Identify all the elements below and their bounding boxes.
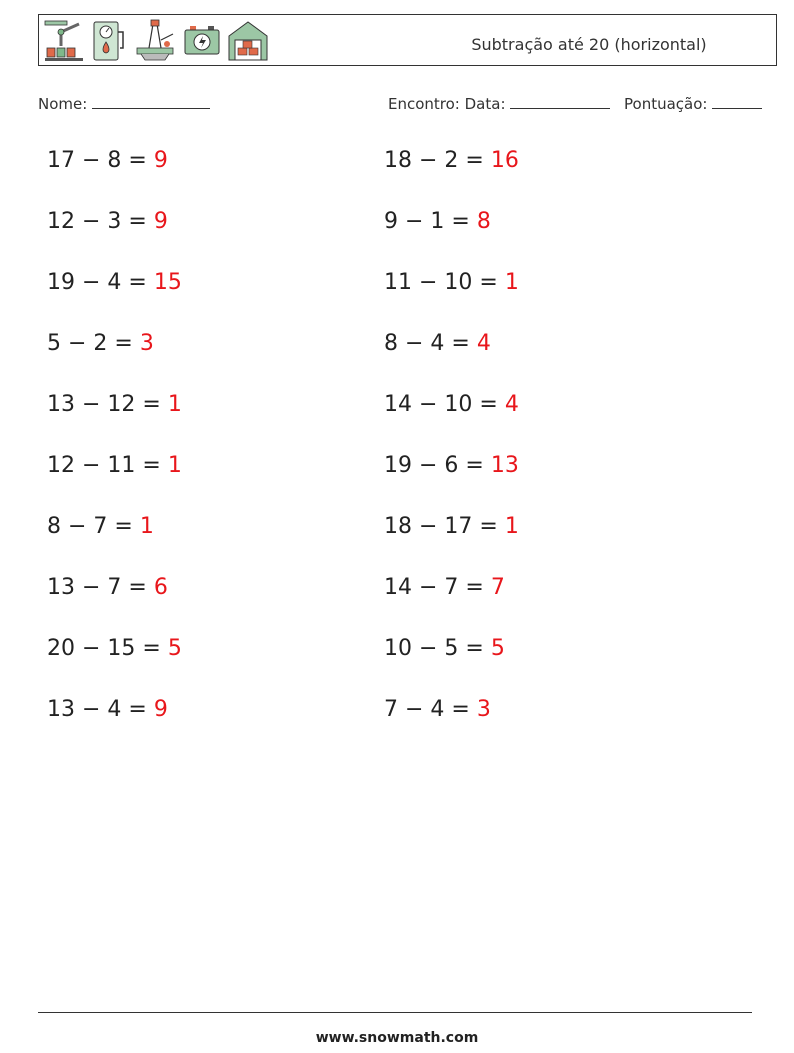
problem-expression: 9 − 1 =: [384, 209, 470, 234]
warehouse-icon: [227, 18, 269, 62]
problem-expression: 17 − 8 =: [47, 148, 147, 173]
problem-answer: 13: [490, 453, 519, 478]
problem-answer: 8: [476, 209, 491, 234]
problem-right-6: [384, 453, 519, 478]
problem-expression: 14 − 10 =: [384, 392, 498, 417]
date-blank[interactable]: [510, 94, 610, 109]
problem-left-2: [47, 209, 168, 234]
problem-left-8: [47, 575, 168, 600]
problem-answer: 5: [490, 636, 505, 661]
worksheet-title: Subtração até 20 (horizontal): [471, 35, 707, 54]
robot-arm-icon: [43, 18, 85, 62]
problem-right-10: [384, 697, 491, 722]
problem-right-7: [384, 514, 519, 539]
problem-answer: 15: [153, 270, 182, 295]
problem-expression: 8 − 7 =: [47, 514, 133, 539]
problem-answer: 9: [153, 148, 168, 173]
problem-answer: 1: [167, 453, 182, 478]
date-field[interactable]: [388, 94, 610, 113]
header-box: [38, 14, 777, 66]
problem-left-3: [47, 270, 182, 295]
problem-answer: 4: [476, 331, 491, 356]
problem-left-5: [47, 392, 182, 417]
problem-answer: 4: [504, 392, 519, 417]
name-blank[interactable]: [92, 94, 210, 109]
name-field[interactable]: [38, 94, 210, 113]
problem-expression: 18 − 2 =: [384, 148, 484, 173]
problem-expression: 7 − 4 =: [384, 697, 470, 722]
problem-right-4: [384, 331, 491, 356]
problem-left-10: [47, 697, 168, 722]
problem-expression: 13 − 12 =: [47, 392, 161, 417]
problem-right-3: [384, 270, 519, 295]
problem-expression: 12 − 11 =: [47, 453, 161, 478]
problem-left-6: [47, 453, 182, 478]
problem-right-9: [384, 636, 505, 661]
problem-answer: 9: [153, 209, 168, 234]
problem-expression: 10 − 5 =: [384, 636, 484, 661]
score-blank[interactable]: [712, 94, 762, 109]
problem-expression: 5 − 2 =: [47, 331, 133, 356]
problem-right-1: [384, 148, 519, 173]
problem-right-5: [384, 392, 519, 417]
problem-expression: 11 − 10 =: [384, 270, 498, 295]
problem-answer: 1: [504, 514, 519, 539]
score-label: Pontuação:: [624, 95, 708, 113]
problem-expression: 14 − 7 =: [384, 575, 484, 600]
problem-expression: 19 − 4 =: [47, 270, 147, 295]
problem-answer: 9: [153, 697, 168, 722]
icon-strip: [43, 18, 269, 62]
score-field[interactable]: [624, 94, 762, 113]
problem-expression: 13 − 4 =: [47, 697, 147, 722]
oil-rig-icon: [133, 18, 177, 62]
fuel-pump-icon: [90, 18, 128, 62]
problem-answer: 7: [490, 575, 505, 600]
problem-answer: 3: [476, 697, 491, 722]
problem-left-9: [47, 636, 182, 661]
name-label: Nome:: [38, 95, 88, 113]
problem-expression: 20 − 15 =: [47, 636, 161, 661]
footer-site: www.snowmath.com: [315, 1030, 479, 1046]
problem-expression: 18 − 17 =: [384, 514, 498, 539]
problem-right-2: [384, 209, 491, 234]
problem-answer: 5: [167, 636, 182, 661]
problem-answer: 1: [167, 392, 182, 417]
problem-answer: 1: [139, 514, 154, 539]
problem-left-7: [47, 514, 154, 539]
problem-expression: 12 − 3 =: [47, 209, 147, 234]
problem-left-4: [47, 331, 154, 356]
problem-expression: 13 − 7 =: [47, 575, 147, 600]
problem-answer: 3: [139, 331, 154, 356]
battery-icon: [182, 18, 222, 62]
footer-divider: [38, 1012, 752, 1013]
problem-answer: 6: [153, 575, 168, 600]
problem-expression: 19 − 6 =: [384, 453, 484, 478]
problem-answer: 1: [504, 270, 519, 295]
problem-answer: 16: [490, 148, 519, 173]
problem-right-8: [384, 575, 505, 600]
problem-expression: 8 − 4 =: [384, 331, 470, 356]
encounter-label: Encontro: Data:: [388, 95, 506, 113]
problem-left-1: [47, 148, 168, 173]
